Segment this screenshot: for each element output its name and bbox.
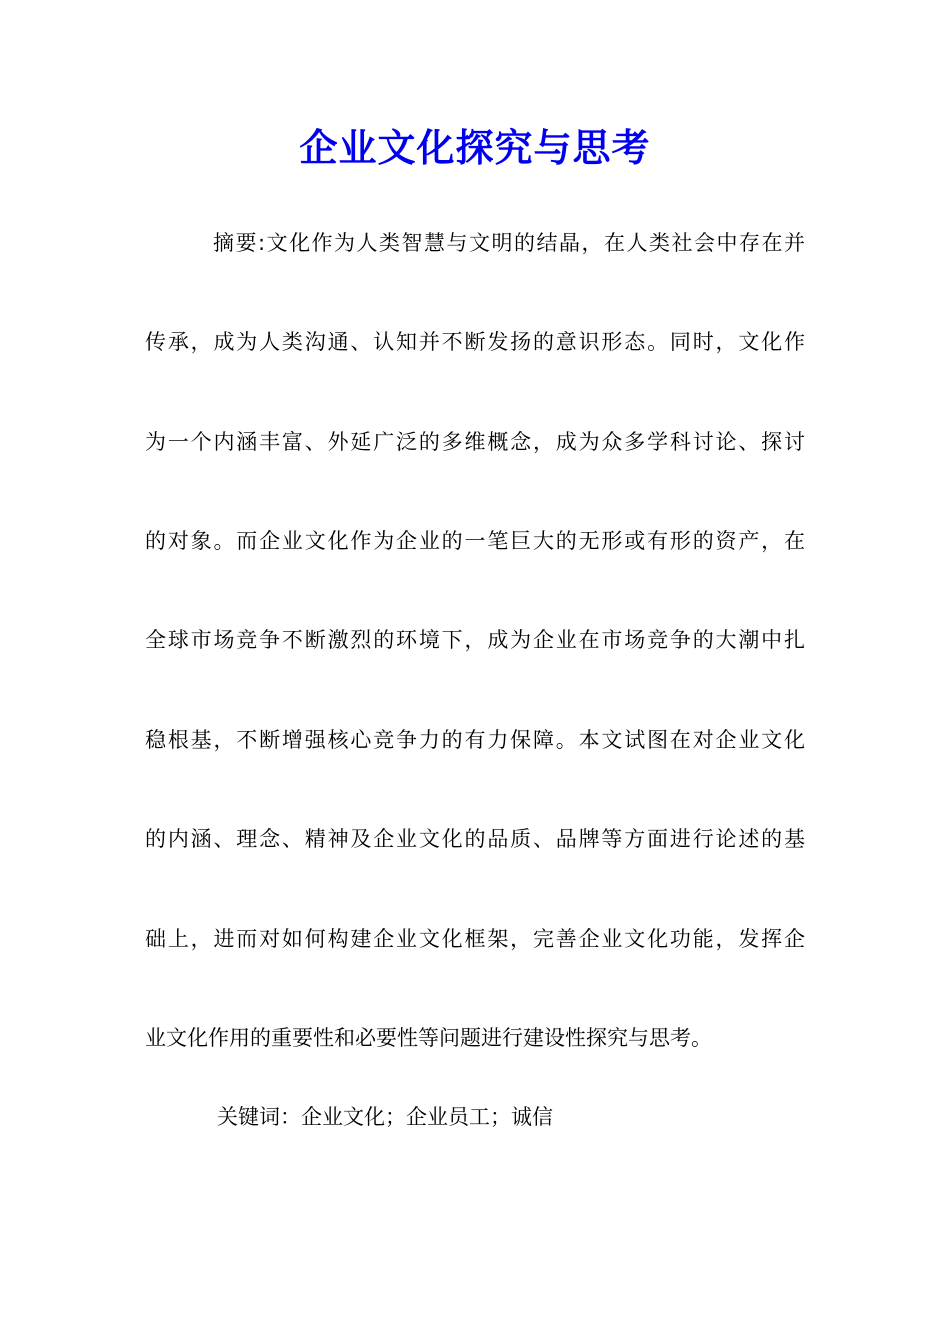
abstract-line-9: 业文化作用的重要性和必要性等问题进行建设性探究与思考。 [145,1026,712,1050]
abstract-line-5: 全球市场竞争不断激烈的环境下，成为企业在市场竞争的大潮中扎 [145,628,805,652]
abstract-line-2: 传承，成为人类沟通、认知并不断发扬的意识形态。同时，文化作 [145,330,805,354]
abstract-line-6: 稳根基，不断增强核心竞争力的有力保障。本文试图在对企业文化 [145,728,805,752]
abstract-line-8: 础上，进而对如何构建企业文化框架，完善企业文化功能，发挥企 [145,927,805,951]
abstract-line-4: 的对象。而企业文化作为企业的一笔巨大的无形或有形的资产，在 [145,529,805,553]
keywords-line: 关键词：企业文化；企业员工；诚信 [217,1105,553,1129]
abstract-line-3: 为一个内涵丰富、外延广泛的多维概念，成为众多学科讨论、探讨 [145,430,805,454]
abstract-line-7: 的内涵、理念、精神及企业文化的品质、品牌等方面进行论述的基 [145,827,805,851]
document-title: 企业文化探究与思考 [299,125,651,170]
abstract-line-1: 摘要:文化作为人类智慧与文明的结晶，在人类社会中存在并 [213,231,805,255]
